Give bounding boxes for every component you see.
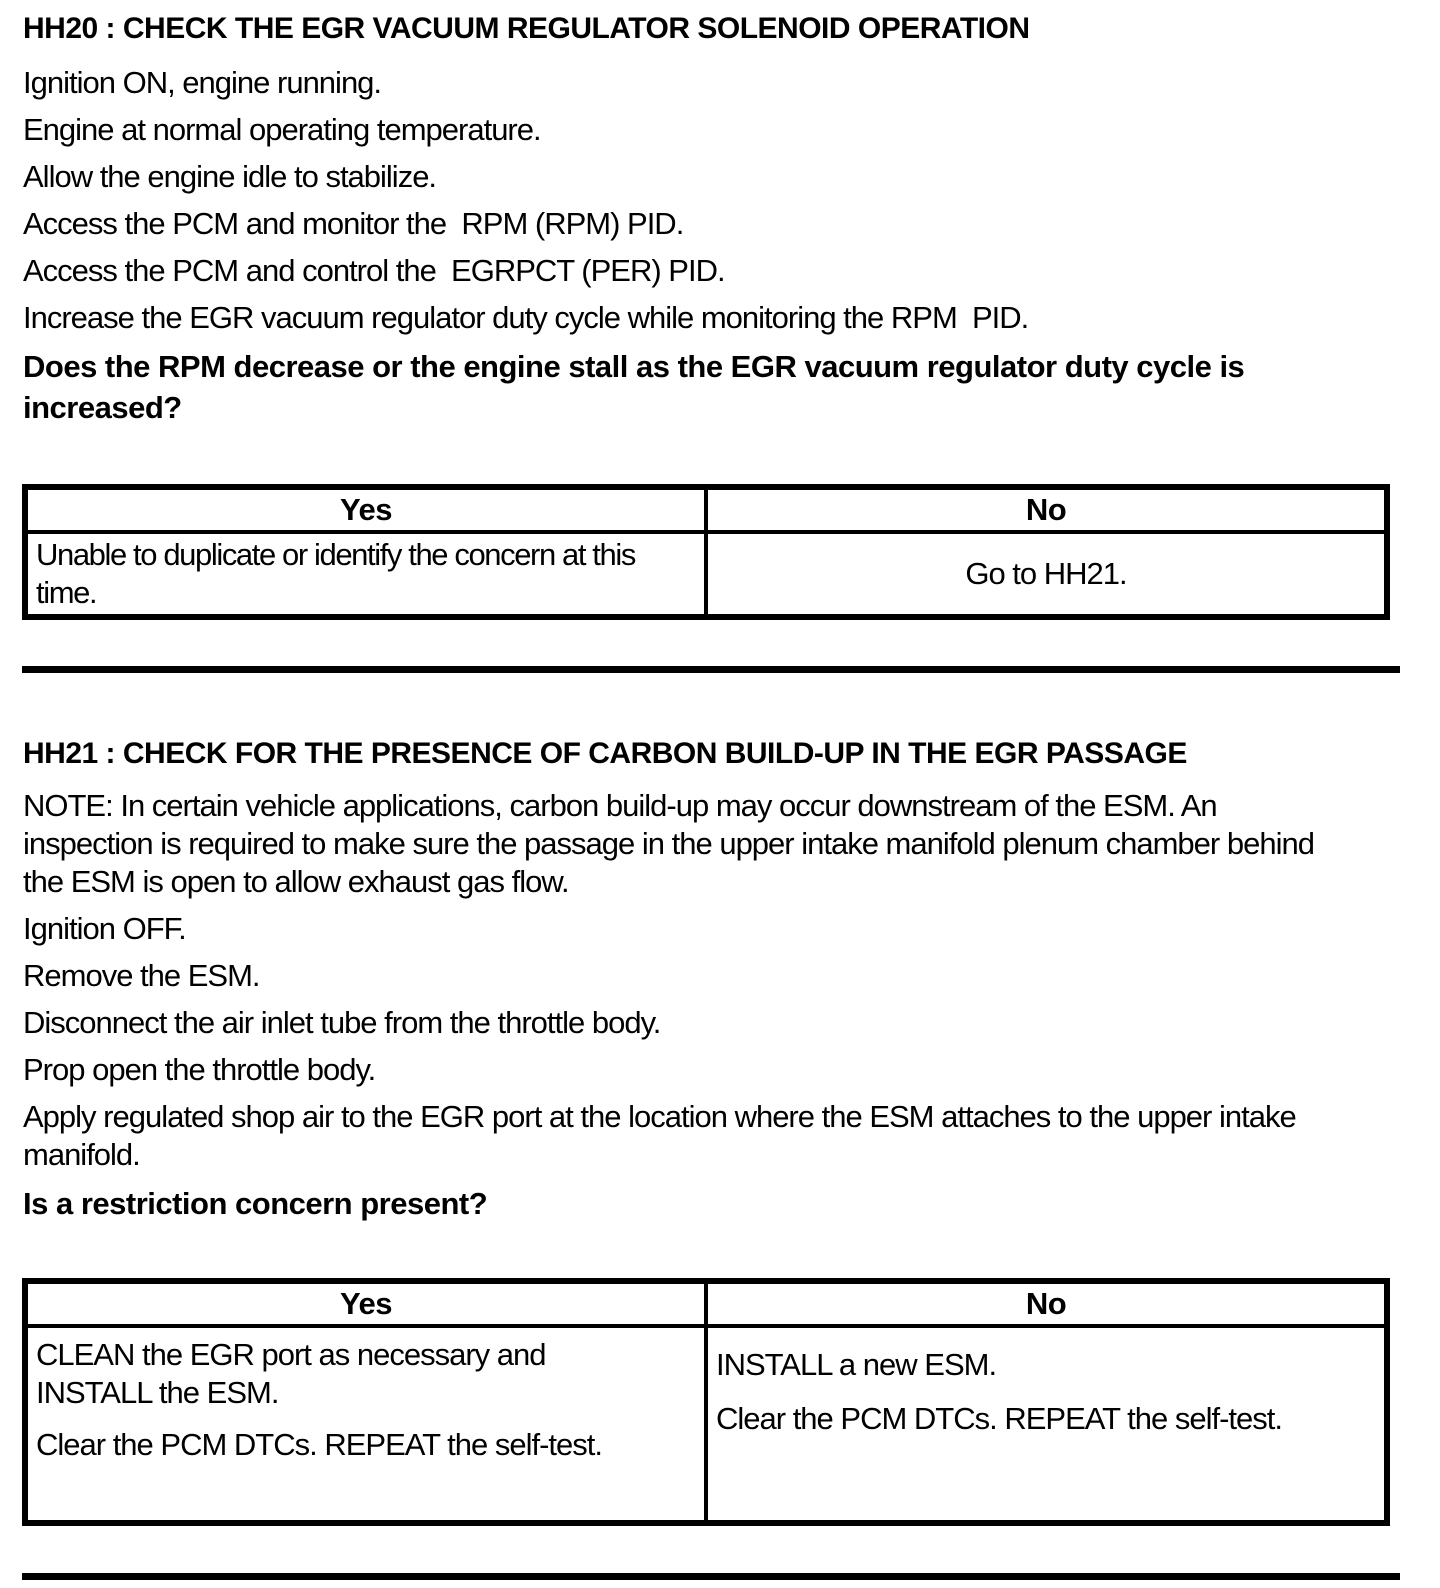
table-header-row (25, 1281, 1387, 1326)
yes-action-cell (25, 1326, 706, 1523)
procedure-step: Access the PCM and control the EGRPCT (PER) PID. (23, 253, 725, 288)
section-hh21 (23, 737, 1396, 1526)
procedure-step: Disconnect the air inlet tube from the throttle body. (23, 1005, 661, 1040)
action-text: CLEAN the EGR port as necessary and INSTALL the ESM. (36, 1337, 554, 1410)
procedure-step: Access the PCM and monitor the RPM (RPM) PID. (23, 206, 684, 241)
section-divider (22, 666, 1400, 673)
yes-action-cell (25, 532, 706, 617)
procedure-step: Ignition OFF. (23, 911, 186, 946)
table-row (25, 532, 1387, 617)
note-paragraph: NOTE: In certain vehicle applications, carbon build-up may occur downstream of the ESM. An inspection is required to make sure the passage in the upper intake manifold plenum chamber behind the ESM is open to allow exhaust gas flow. (23, 788, 1322, 899)
procedure-step: Remove the ESM. (23, 958, 260, 993)
decision-table-hh21 (22, 1278, 1390, 1526)
section-divider (22, 1573, 1400, 1580)
table-row (25, 1326, 1387, 1523)
action-text: Clear the PCM DTCs. REPEAT the self-test. (36, 1427, 602, 1462)
procedure-step: Allow the engine idle to stabilize. (23, 159, 437, 194)
action-text: Unable to duplicate or identify the concern at this time. (36, 537, 643, 610)
section-hh20-heading: HH20 : CHECK THE EGR VACUUM REGULATOR SOLENOID OPERATION (23, 12, 1030, 45)
procedure-step: Engine at normal operating temperature. (23, 112, 541, 147)
no-action-cell (706, 1326, 1387, 1523)
decision-question: Does the RPM decrease or the engine stall as the EGR vacuum regulator duty cycle is increased? (23, 349, 1253, 425)
no-column-header: No (706, 487, 1387, 532)
yes-column-header: Yes (25, 1281, 706, 1326)
procedure-step: Ignition ON, engine running. (23, 65, 382, 100)
section-hh20 (23, 12, 1396, 620)
action-text: INSTALL a new ESM. (716, 1347, 997, 1382)
yes-column-header: Yes (25, 487, 706, 532)
procedure-step: Apply regulated shop air to the EGR port at the location where the ESM attaches to the upper intake manifold. (23, 1099, 1304, 1172)
section-hh21-heading: HH21 : CHECK FOR THE PRESENCE OF CARBON BUILD-UP IN THE EGR PASSAGE (23, 737, 1187, 770)
no-action-cell (706, 532, 1387, 617)
action-text: Clear the PCM DTCs. REPEAT the self-test. (716, 1401, 1282, 1436)
no-column-header: No (706, 1281, 1387, 1326)
table-header-row (25, 487, 1387, 532)
decision-question: Is a restriction concern present? (23, 1186, 488, 1221)
procedure-step: Prop open the throttle body. (23, 1052, 376, 1087)
procedure-step: Increase the EGR vacuum regulator duty cycle while monitoring the RPM PID. (23, 300, 1029, 335)
action-text: Go to HH21. (965, 556, 1127, 591)
decision-table-hh20 (22, 484, 1390, 620)
